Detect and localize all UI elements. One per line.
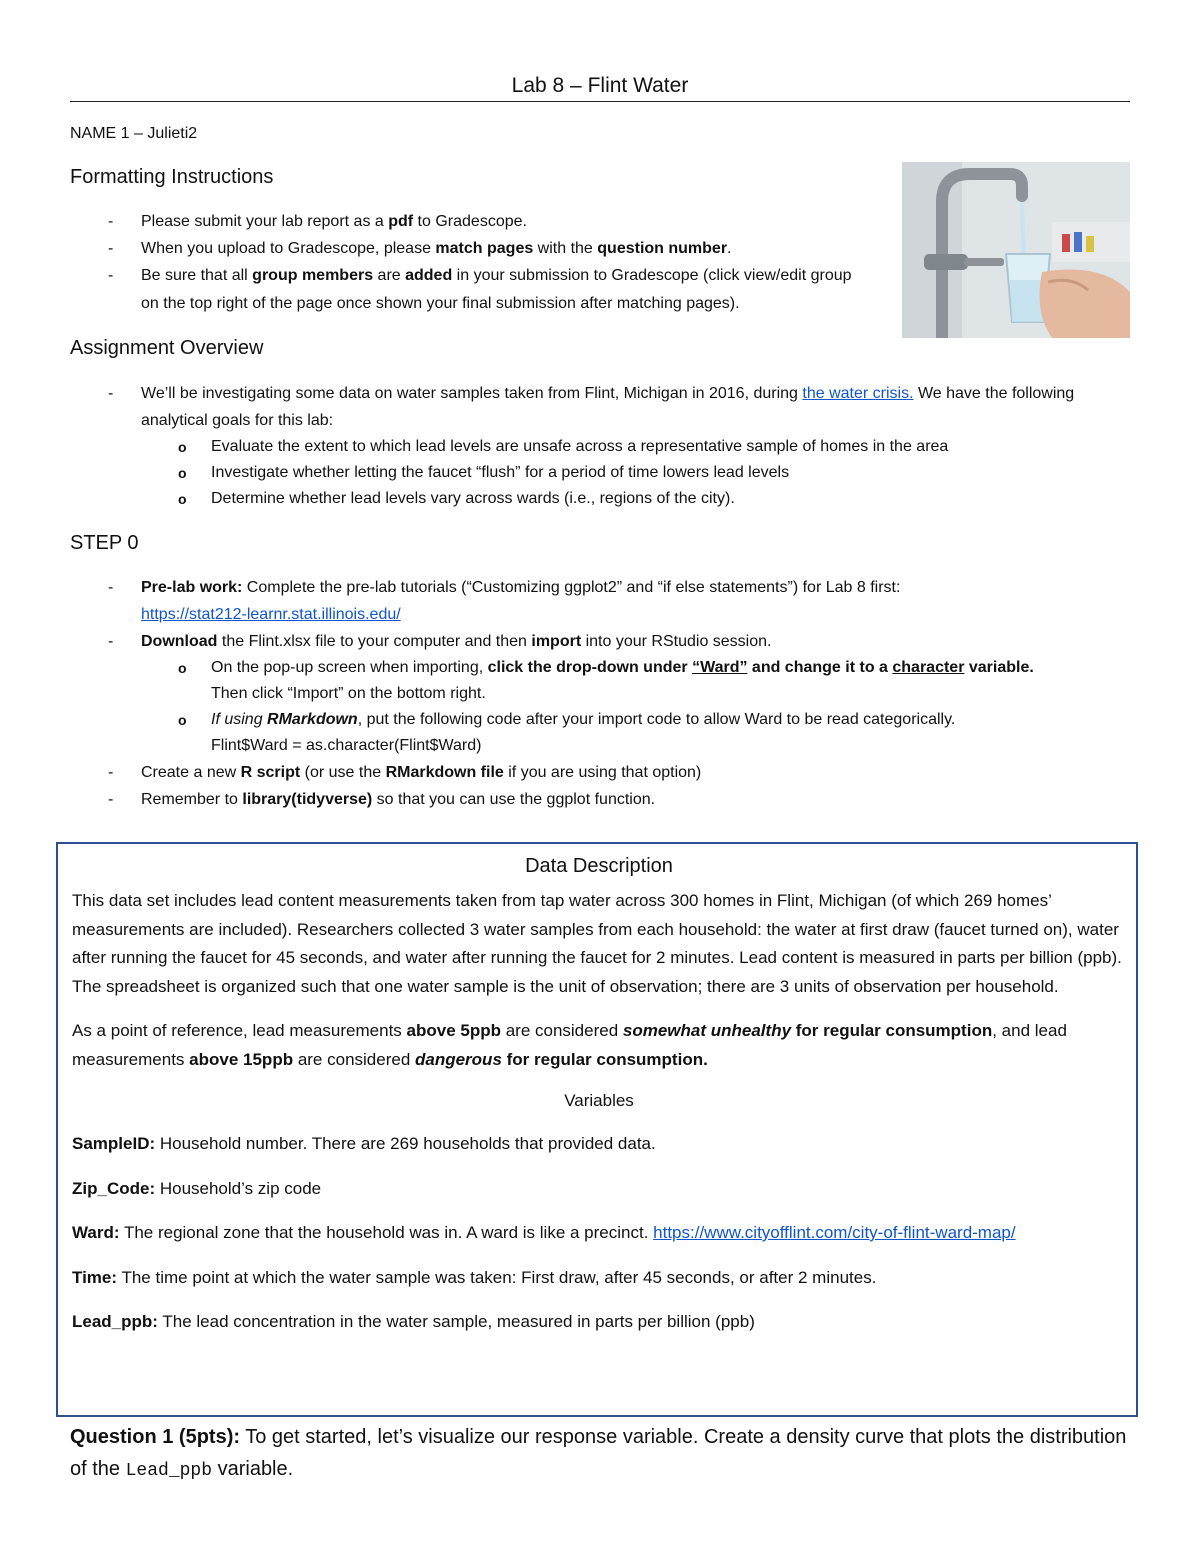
list-item: - Download the Flint.xlsx file to your computer and then import into your RStudio session.: [108, 633, 772, 650]
list-item: - Pre-lab work: Complete the pre-lab tutorials (“Customizing ggplot2” and “if else statements”) for Lab 8 first: https://stat212-learnr.stat.illinois.edu/: [108, 579, 901, 623]
list-item: - Remember to library(tidyverse) so that you can use the ggplot function.: [108, 791, 656, 808]
question-1-label: Question 1 (5pts):: [70, 1426, 241, 1448]
step0-heading: STEP 0: [70, 532, 139, 554]
water-crisis-link[interactable]: the water crisis.: [802, 385, 914, 402]
data-description-heading: Data Description: [525, 855, 673, 877]
overview-list: [70, 380, 1132, 512]
variables-heading: Variables: [564, 1091, 634, 1110]
list-item: - Please submit your lab report as a pdf to Gradescope.: [108, 213, 527, 230]
data-description-box: [56, 842, 1138, 1417]
lead-ppb-code: Lead_ppb: [125, 1461, 213, 1481]
list-item: o Investigate whether letting the faucet “flush” for a period of time lowers lead levels: [178, 464, 790, 481]
question-1: Question 1 (5pts): To get started, let’s visualize our response variable. Create a density curve that plots the distribution of the Lead_ppb variable.: [70, 1426, 1127, 1481]
data-description-paragraph: This data set includes lead content measurements taken from tap water across 300 homes in Flint, Michigan (of which 269 homes’ measurements are included). Researchers collected 3 water samples from each household: the water at first draw (faucet turned on), water after running the faucet for 45 seconds, and water after running the faucet for 2 minutes. Lead content is measured in parts per billion (ppb). The spreadsheet is organized such that one water sample is the unit of observation; there are 3 units of observation per household.: [72, 891, 1122, 996]
list-item: o On the pop-up screen when importing, click the drop-down under “Ward” and change it to a character variable. Then click “Import” on the bottom right.: [178, 659, 1034, 702]
learnr-link[interactable]: https://stat212-learnr.stat.illinois.edu/: [141, 606, 401, 623]
list-item: - When you upload to Gradescope, please match pages with the question number.: [108, 240, 732, 257]
list-item: - We’ll be investigating some data on water samples taken from Flint, Michigan in 2016, during the water crisis. We have the following analytical goals for this lab:: [108, 385, 1075, 429]
title-divider: [70, 101, 1130, 102]
faucet-illustration: [902, 162, 1130, 338]
list-item: o If using RMarkdown, put the following code after your import code to allow Ward to be read categorically. Flint$Ward = as.character(Flint$Ward): [178, 711, 956, 754]
overview-heading: Assignment Overview: [70, 337, 264, 359]
variable-zipcode: Zip_Code: Household’s zip code: [72, 1178, 322, 1198]
variable-sampleid: SampleID: Household number. There are 269 households that provided data.: [72, 1134, 656, 1153]
list-item: - Create a new R script (or use the RMarkdown file if you are using that option): [108, 764, 702, 781]
list-item: o Evaluate the extent to which lead levels are unsafe across a representative sample of homes in the area: [178, 438, 949, 455]
ward-map-link[interactable]: https://www.cityofflint.com/city-of-flint-ward-map/: [653, 1223, 1016, 1242]
formatting-list: [70, 208, 870, 318]
reference-paragraph: As a point of reference, lead measurements above 5ppb are considered somewhat unhealthy for regular consumption, and lead measurements above 15ppb are considered dangerous for regular consumption.: [72, 1021, 1067, 1069]
list-item: o Determine whether lead levels vary across wards (i.e., regions of the city).: [178, 490, 735, 507]
variable-leadppb: Lead_ppb: The lead concentration in the water sample, measured in parts per billion (ppb): [72, 1312, 755, 1331]
variable-time: Time: The time point at which the water sample was taken: First draw, after 45 seconds, or after 2 minutes.: [72, 1267, 877, 1287]
code-line: Flint$Ward = as.character(Flint$Ward): [211, 737, 482, 754]
variable-ward: Ward: The regional zone that the household was in. A ward is like a precinct. https://www.cityofflint.com/city-of-flint-ward-map/: [72, 1223, 1016, 1242]
formatting-heading: Formatting Instructions: [70, 166, 274, 188]
student-name: NAME 1 – Julieti2: [70, 125, 198, 142]
list-item: - Be sure that all group members are added in your submission to Gradescope (click view/edit group on the top right of the page once shown your final submission after matching pages).: [108, 267, 852, 312]
page-title: Lab 8 – Flint Water: [511, 74, 689, 97]
faucet-water-glass-photo: [902, 162, 1130, 338]
step0-list: [70, 574, 1132, 813]
